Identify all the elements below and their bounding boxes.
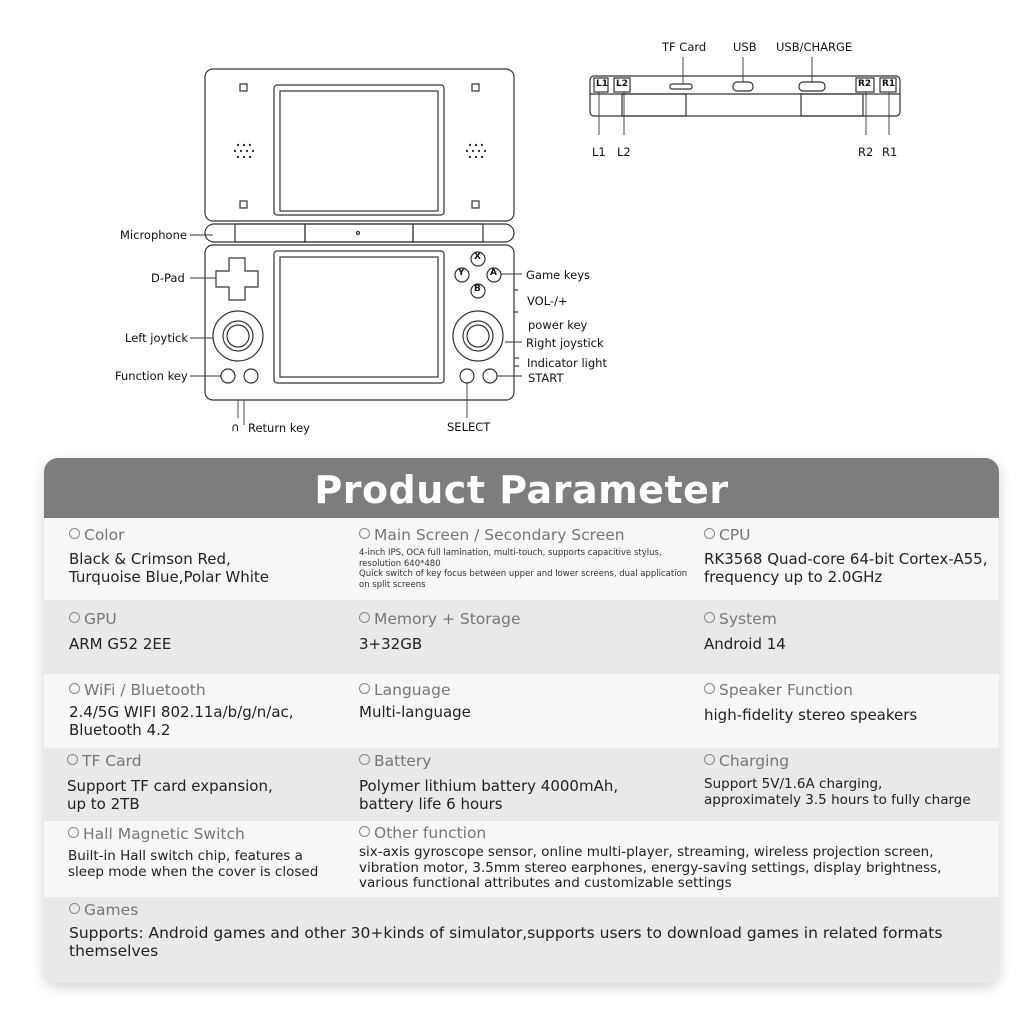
param-main-screen: Main Screen / Secondary Screen 4-inch IPS, OCA full lamination, multi-touch, supports capacitive stylus, resolution 640*480 Quick switch of key focus between upper and lower screens, dual application on split screens <box>359 526 688 590</box>
bullet-icon <box>359 528 370 539</box>
lower-screen-frame <box>274 251 444 383</box>
param-system: System Android 14 <box>704 610 786 653</box>
top-view-r-slot <box>801 94 863 116</box>
panel-title: Product Parameter <box>44 458 999 518</box>
bullet-icon <box>67 754 78 765</box>
return-button <box>244 369 258 383</box>
hinge-seg-right <box>413 224 483 242</box>
param-battery: Battery Polymer lithium battery 4000mAh, battery life 6 hours <box>359 752 619 813</box>
param-charging: Charging Support 5V/1.6A charging, approximately 3.5 hours to fully charge <box>704 752 971 808</box>
r2-label: R2 <box>858 145 874 159</box>
param-row <box>44 821 999 897</box>
usb-charge-port-icon <box>799 82 825 91</box>
r2-tag: R2 <box>858 79 872 89</box>
lid-screw-br <box>472 201 479 208</box>
game-keys-label: Game keys <box>526 268 591 282</box>
usb-charge-label: USB/CHARGE <box>776 40 853 54</box>
param-wifi: WiFi / Bluetooth 2.4/5G WIFI 802.11a/b/g/n/ac, Bluetooth 4.2 <box>69 681 294 739</box>
select-label: SELECT <box>447 420 491 434</box>
start-button <box>483 369 497 383</box>
param-cpu: CPU RK3568 Quad-core 64-bit Cortex-A55, frequency up to 2.0GHz <box>704 526 988 586</box>
button-a-label: A <box>490 268 497 278</box>
lid-screw-bl <box>240 201 247 208</box>
function-key-label: Function key <box>115 369 188 383</box>
return-key-label: Return key <box>248 421 310 435</box>
tf-card-label: TF Card <box>662 40 707 54</box>
r1-label: R1 <box>882 145 898 159</box>
param-row <box>44 518 999 600</box>
bullet-icon <box>704 754 715 765</box>
bullet-icon <box>69 903 80 914</box>
l2-label: L2 <box>617 145 631 159</box>
param-row <box>44 897 999 983</box>
l1-tag: L1 <box>596 79 608 89</box>
top-view-l-slot <box>622 94 686 116</box>
usb-port-icon <box>733 82 753 91</box>
param-games: Games Supports: Android games and other 30+kinds of simulator,supports users to download games in related formats themselves <box>69 901 943 960</box>
start-label: START <box>528 371 564 385</box>
upper-screen-frame <box>274 85 444 215</box>
right-joystick-label: Right joystick <box>526 336 604 350</box>
lower-screen <box>280 257 438 377</box>
bullet-icon <box>359 683 370 694</box>
bullet-icon <box>69 528 80 539</box>
param-row <box>44 674 999 748</box>
button-y-label: Y <box>458 268 465 278</box>
indicator-light-label: Indicator light <box>527 356 607 370</box>
left-speaker-icon <box>234 144 254 158</box>
param-language: Language Multi-language <box>359 681 471 721</box>
param-row <box>44 748 999 821</box>
l2-tag: L2 <box>616 79 628 89</box>
product-parameter-panel <box>44 458 999 983</box>
l1-label: L1 <box>592 145 606 159</box>
upper-screen <box>280 91 438 211</box>
lid-screw-tr <box>472 84 479 91</box>
select-button <box>460 369 474 383</box>
function-button <box>221 369 235 383</box>
lid-screw-tl <box>240 84 247 91</box>
microphone-hole <box>357 232 360 235</box>
r1-tag: R1 <box>882 79 896 89</box>
microphone-label: Microphone <box>120 228 187 242</box>
param-gpu: GPU ARM G52 2EE <box>69 610 172 653</box>
param-tf-card: TF Card Support TF card expansion, up to 2TB <box>67 752 273 813</box>
vol-label: VOL-/+ <box>527 294 568 308</box>
dpad-shape <box>216 258 258 300</box>
bullet-icon <box>68 827 79 838</box>
button-x-label: X <box>474 252 481 262</box>
bullet-icon <box>359 754 370 765</box>
device-diagram <box>0 0 1024 450</box>
tf-card-slot-icon <box>670 84 692 89</box>
bullet-icon <box>704 612 715 623</box>
param-row <box>44 600 999 674</box>
right-joystick-ring <box>453 311 503 361</box>
bullet-icon <box>69 612 80 623</box>
bullet-icon <box>704 683 715 694</box>
right-speaker-icon <box>466 144 486 158</box>
button-b-label: B <box>474 284 481 294</box>
hinge-seg-left <box>235 224 305 242</box>
usb-label: USB <box>733 40 757 54</box>
left-joystick-ring <box>213 311 263 361</box>
param-other-function: Other function six-axis gyroscope sensor, online multi-player, streaming, wireless projection screen, vibration motor, 3.5mm stereo earphones, energy-saving settings, display brightness, various functional attributes and customizable settings <box>359 824 942 891</box>
left-joystick-label: Left joytick <box>125 331 189 345</box>
lid-shell <box>205 69 514 221</box>
bullet-icon <box>359 826 370 837</box>
dpad-label: D-Pad <box>151 271 185 285</box>
param-memory: Memory + Storage 3+32GB <box>359 610 521 653</box>
power-key-label: power key <box>528 318 588 332</box>
param-speaker: Speaker Function high-fidelity stereo speakers <box>704 681 918 724</box>
bullet-icon <box>704 528 715 539</box>
headphone-icon: ∩ <box>231 420 240 434</box>
bullet-icon <box>69 683 80 694</box>
param-hall-switch: Hall Magnetic Switch Built-in Hall switch chip, features a sleep mode when the cover is closed <box>68 825 319 880</box>
bullet-icon <box>359 612 370 623</box>
param-color: Color Black & Crimson Red, Turquoise Blue,Polar White <box>69 526 270 586</box>
